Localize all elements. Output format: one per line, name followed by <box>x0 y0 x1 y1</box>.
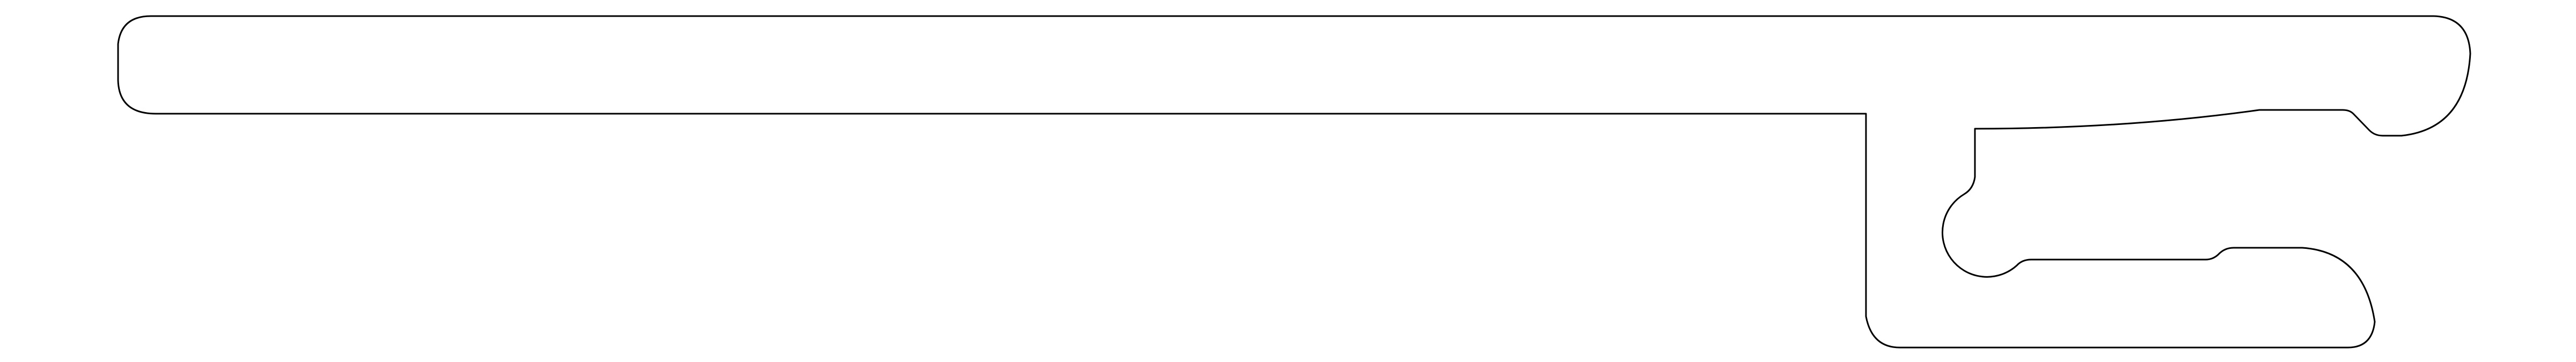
profile-outline <box>118 16 2470 348</box>
